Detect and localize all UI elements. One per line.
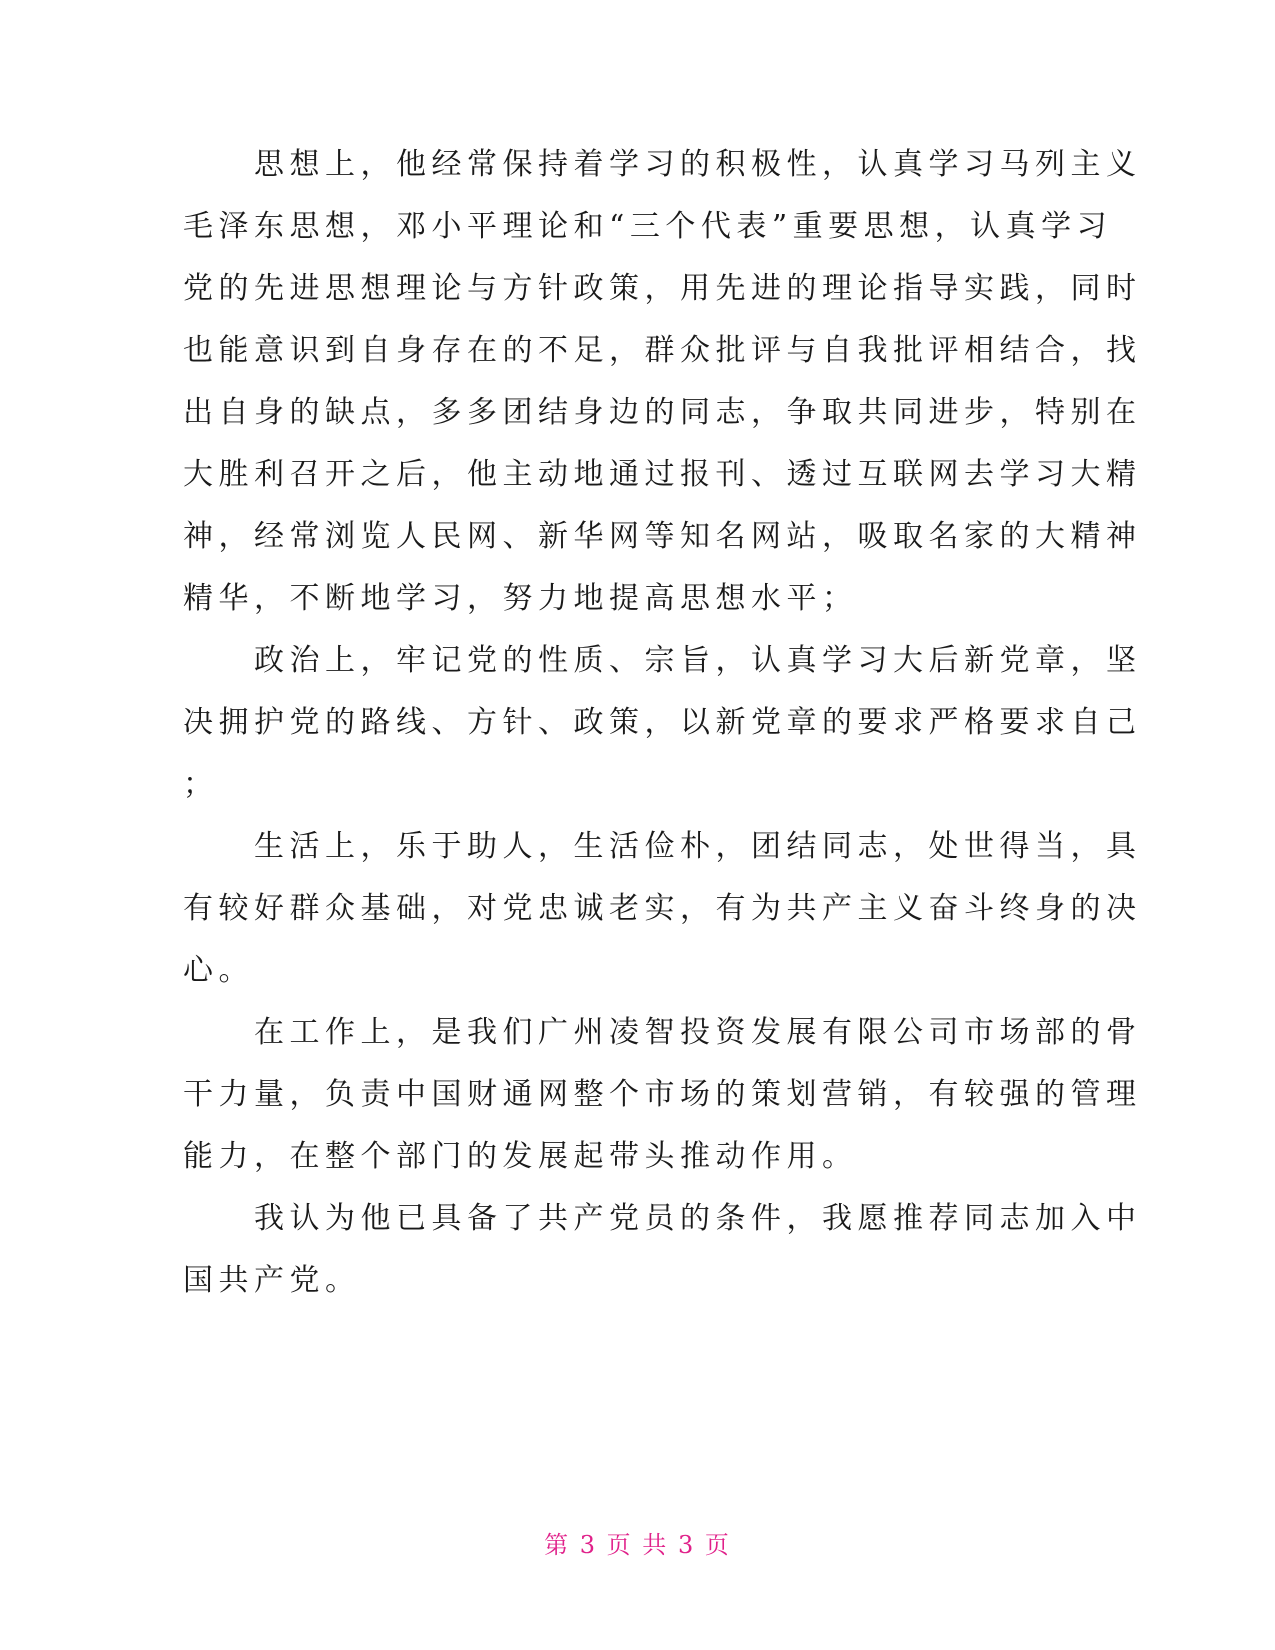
text-line: 神，经常浏览人民网、新华网等知名网站，吸取名家的大精神 [183,519,1142,554]
text-line: ； [183,767,219,802]
text-line: 生活上，乐于助人，生活俭朴，团结同志，处世得当，具 [183,829,1142,864]
text-line: 党的先进思想理论与方针政策，用先进的理论指导实践，同时 [183,271,1142,306]
page-number-footer: 第 3 页 共 3 页 [544,1531,731,1559]
text-line: 精华，不断地学习，努力地提高思想水平； [183,581,858,616]
text-line: 政治上，牢记党的性质、宗旨，认真学习大后新党章，坚 [183,643,1142,678]
text-line: 能力，在整个部门的发展起带头推动作用。 [183,1139,858,1174]
text-line: 也能意识到自身存在的不足，群众批评与自我批评相结合，找 [183,333,1142,368]
text-line: 国共产党。 [183,1263,361,1298]
text-line: 在工作上，是我们广州凌智投资发展有限公司市场部的骨 [183,1015,1142,1050]
text-line: 大胜利召开之后，他主动地通过报刊、透过互联网去学习大精 [183,457,1142,492]
text-line: 毛泽东思想，邓小平理论和“三个代表”重要思想，认真学习 [183,209,1113,244]
text-line: 出自身的缺点，多多团结身边的同志，争取共同进步，特别在 [183,395,1142,430]
text-line: 决拥护党的路线、方针、政策，以新党章的要求严格要求自己 [183,705,1142,740]
text-line: 干力量，负责中国财通网整个市场的策划营销，有较强的管理 [183,1077,1142,1112]
text-line: 我认为他已具备了共产党员的条件，我愿推荐同志加入中 [183,1201,1142,1236]
text-line: 有较好群众基础，对党忠诚老实，有为共产主义奋斗终身的决 [183,891,1142,926]
text-line: 思想上，他经常保持着学习的积极性，认真学习马列主义 [183,147,1142,182]
text-line: 心。 [183,953,254,988]
